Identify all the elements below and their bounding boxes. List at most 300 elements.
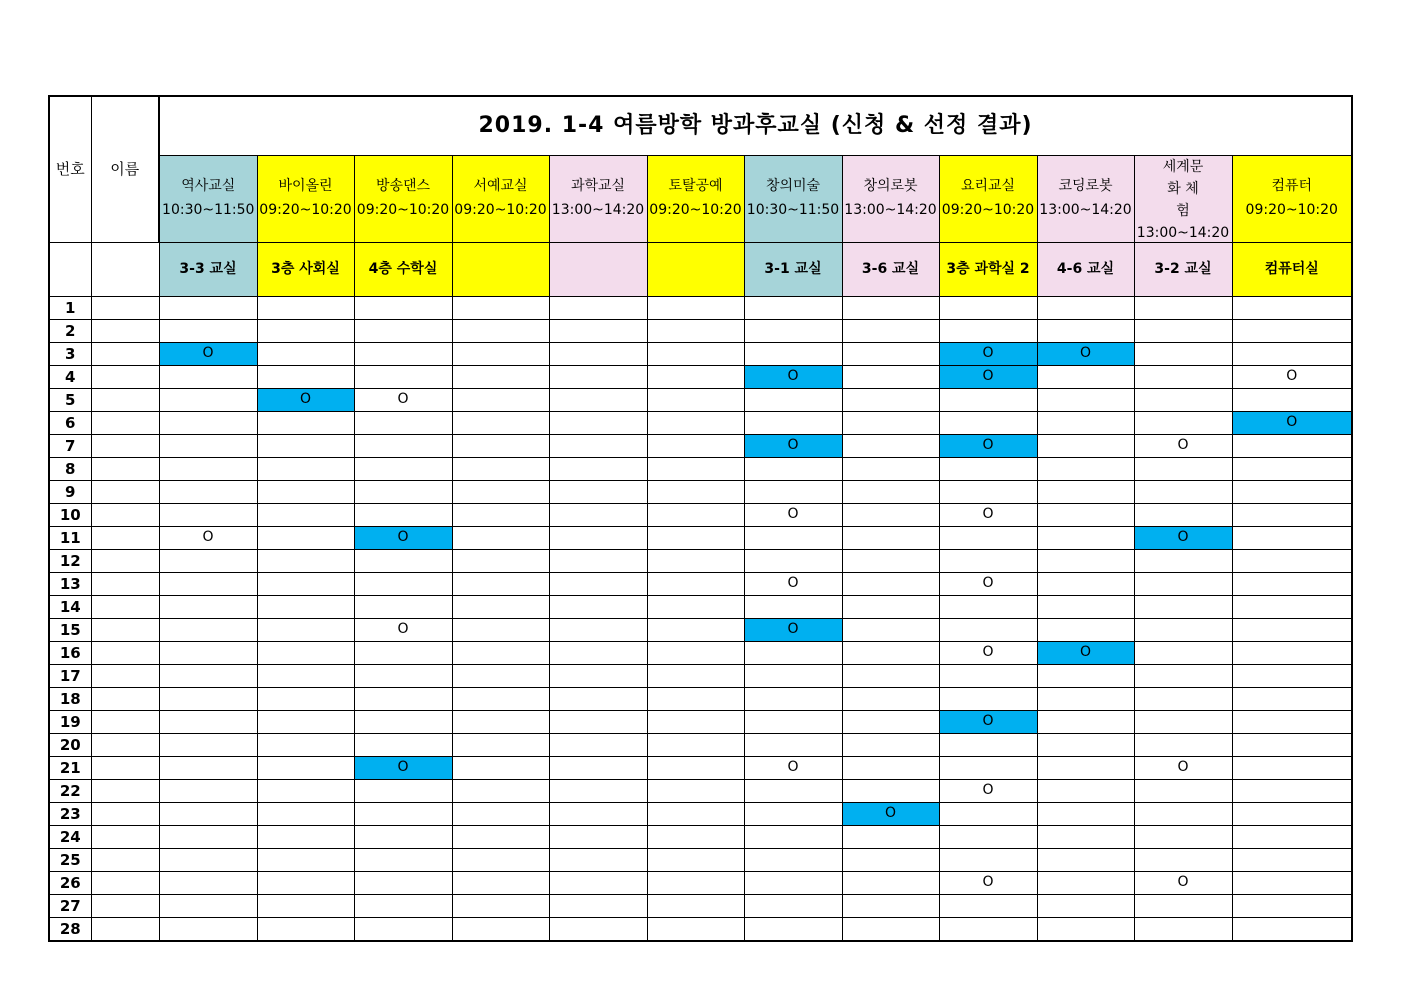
- empty-cell[interactable]: [1134, 389, 1232, 412]
- empty-cell[interactable]: [939, 918, 1037, 941]
- empty-cell[interactable]: [1232, 504, 1352, 527]
- empty-cell[interactable]: [1037, 872, 1134, 895]
- empty-cell[interactable]: [842, 366, 939, 389]
- empty-cell[interactable]: [354, 734, 452, 757]
- selected-cell[interactable]: [1037, 343, 1134, 366]
- empty-cell[interactable]: [1232, 688, 1352, 711]
- empty-cell[interactable]: [647, 481, 744, 504]
- empty-cell[interactable]: [1134, 297, 1232, 320]
- student-name-cell[interactable]: [91, 481, 159, 504]
- empty-cell[interactable]: [744, 734, 842, 757]
- empty-cell[interactable]: [257, 366, 354, 389]
- empty-cell[interactable]: [452, 619, 549, 642]
- student-name-cell[interactable]: [91, 435, 159, 458]
- empty-cell[interactable]: [1232, 389, 1352, 412]
- student-name-cell[interactable]: [91, 849, 159, 872]
- empty-cell[interactable]: [257, 665, 354, 688]
- empty-cell[interactable]: [452, 527, 549, 550]
- empty-cell[interactable]: [1037, 734, 1134, 757]
- empty-cell[interactable]: [842, 320, 939, 343]
- empty-cell[interactable]: [647, 895, 744, 918]
- empty-cell[interactable]: [744, 780, 842, 803]
- empty-cell[interactable]: [452, 343, 549, 366]
- empty-cell[interactable]: [744, 527, 842, 550]
- empty-cell[interactable]: [159, 734, 257, 757]
- empty-cell[interactable]: [159, 780, 257, 803]
- empty-cell[interactable]: [1232, 642, 1352, 665]
- empty-cell[interactable]: [842, 343, 939, 366]
- empty-cell[interactable]: [159, 757, 257, 780]
- selected-cell[interactable]: [354, 527, 452, 550]
- student-name-cell[interactable]: [91, 596, 159, 619]
- empty-cell[interactable]: [939, 826, 1037, 849]
- empty-cell[interactable]: [549, 389, 647, 412]
- empty-cell[interactable]: [1232, 711, 1352, 734]
- empty-cell[interactable]: [1134, 481, 1232, 504]
- empty-cell[interactable]: [1232, 297, 1352, 320]
- applied-cell[interactable]: [1134, 435, 1232, 458]
- empty-cell[interactable]: [549, 504, 647, 527]
- empty-cell[interactable]: [1232, 895, 1352, 918]
- empty-cell[interactable]: [549, 320, 647, 343]
- empty-cell[interactable]: [452, 780, 549, 803]
- empty-cell[interactable]: [939, 734, 1037, 757]
- empty-cell[interactable]: [159, 504, 257, 527]
- applied-cell[interactable]: [1134, 757, 1232, 780]
- empty-cell[interactable]: [647, 849, 744, 872]
- empty-cell[interactable]: [647, 734, 744, 757]
- empty-cell[interactable]: [1037, 619, 1134, 642]
- empty-cell[interactable]: [1232, 826, 1352, 849]
- empty-cell[interactable]: [842, 504, 939, 527]
- empty-cell[interactable]: [1037, 504, 1134, 527]
- empty-cell[interactable]: [744, 711, 842, 734]
- empty-cell[interactable]: [257, 688, 354, 711]
- empty-cell[interactable]: [647, 780, 744, 803]
- empty-cell[interactable]: [1037, 320, 1134, 343]
- empty-cell[interactable]: [744, 642, 842, 665]
- empty-cell[interactable]: [647, 527, 744, 550]
- student-name-cell[interactable]: [91, 688, 159, 711]
- empty-cell[interactable]: [452, 573, 549, 596]
- empty-cell[interactable]: [744, 389, 842, 412]
- empty-cell[interactable]: [452, 366, 549, 389]
- empty-cell[interactable]: [842, 481, 939, 504]
- student-name-cell[interactable]: [91, 918, 159, 941]
- empty-cell[interactable]: [159, 665, 257, 688]
- empty-cell[interactable]: [1134, 826, 1232, 849]
- empty-cell[interactable]: [842, 711, 939, 734]
- empty-cell[interactable]: [257, 412, 354, 435]
- empty-cell[interactable]: [452, 596, 549, 619]
- empty-cell[interactable]: [452, 895, 549, 918]
- student-name-cell[interactable]: [91, 619, 159, 642]
- empty-cell[interactable]: [549, 297, 647, 320]
- empty-cell[interactable]: [842, 435, 939, 458]
- empty-cell[interactable]: [452, 481, 549, 504]
- empty-cell[interactable]: [1232, 343, 1352, 366]
- empty-cell[interactable]: [647, 665, 744, 688]
- empty-cell[interactable]: [1037, 665, 1134, 688]
- empty-cell[interactable]: [939, 895, 1037, 918]
- empty-cell[interactable]: [744, 320, 842, 343]
- empty-cell[interactable]: [549, 481, 647, 504]
- empty-cell[interactable]: [1232, 550, 1352, 573]
- empty-cell[interactable]: [257, 458, 354, 481]
- empty-cell[interactable]: [452, 297, 549, 320]
- empty-cell[interactable]: [744, 849, 842, 872]
- empty-cell[interactable]: [744, 343, 842, 366]
- empty-cell[interactable]: [1232, 320, 1352, 343]
- empty-cell[interactable]: [452, 320, 549, 343]
- empty-cell[interactable]: [257, 527, 354, 550]
- selected-cell[interactable]: [744, 619, 842, 642]
- empty-cell[interactable]: [939, 849, 1037, 872]
- empty-cell[interactable]: [159, 435, 257, 458]
- empty-cell[interactable]: [159, 366, 257, 389]
- student-name-cell[interactable]: [91, 711, 159, 734]
- empty-cell[interactable]: [842, 895, 939, 918]
- empty-cell[interactable]: [1037, 412, 1134, 435]
- empty-cell[interactable]: [549, 688, 647, 711]
- empty-cell[interactable]: [744, 872, 842, 895]
- empty-cell[interactable]: [647, 504, 744, 527]
- empty-cell[interactable]: [647, 619, 744, 642]
- applied-cell[interactable]: [939, 780, 1037, 803]
- empty-cell[interactable]: [354, 780, 452, 803]
- empty-cell[interactable]: [744, 596, 842, 619]
- applied-cell[interactable]: [159, 527, 257, 550]
- selected-cell[interactable]: [744, 435, 842, 458]
- empty-cell[interactable]: [842, 458, 939, 481]
- selected-cell[interactable]: [939, 711, 1037, 734]
- empty-cell[interactable]: [842, 619, 939, 642]
- selected-cell[interactable]: [1232, 412, 1352, 435]
- selected-cell[interactable]: [744, 366, 842, 389]
- empty-cell[interactable]: [1037, 849, 1134, 872]
- empty-cell[interactable]: [939, 320, 1037, 343]
- empty-cell[interactable]: [159, 297, 257, 320]
- empty-cell[interactable]: [257, 320, 354, 343]
- empty-cell[interactable]: [842, 826, 939, 849]
- empty-cell[interactable]: [549, 435, 647, 458]
- student-name-cell[interactable]: [91, 826, 159, 849]
- empty-cell[interactable]: [452, 918, 549, 941]
- empty-cell[interactable]: [549, 343, 647, 366]
- empty-cell[interactable]: [159, 688, 257, 711]
- empty-cell[interactable]: [452, 665, 549, 688]
- empty-cell[interactable]: [354, 412, 452, 435]
- empty-cell[interactable]: [1134, 504, 1232, 527]
- empty-cell[interactable]: [842, 757, 939, 780]
- empty-cell[interactable]: [257, 734, 354, 757]
- empty-cell[interactable]: [257, 918, 354, 941]
- empty-cell[interactable]: [1232, 803, 1352, 826]
- empty-cell[interactable]: [159, 412, 257, 435]
- empty-cell[interactable]: [842, 872, 939, 895]
- applied-cell[interactable]: [939, 642, 1037, 665]
- empty-cell[interactable]: [1232, 458, 1352, 481]
- empty-cell[interactable]: [257, 619, 354, 642]
- empty-cell[interactable]: [549, 412, 647, 435]
- empty-cell[interactable]: [354, 849, 452, 872]
- empty-cell[interactable]: [1134, 458, 1232, 481]
- empty-cell[interactable]: [257, 297, 354, 320]
- empty-cell[interactable]: [549, 573, 647, 596]
- empty-cell[interactable]: [354, 435, 452, 458]
- empty-cell[interactable]: [842, 642, 939, 665]
- applied-cell[interactable]: [744, 757, 842, 780]
- empty-cell[interactable]: [257, 573, 354, 596]
- empty-cell[interactable]: [939, 596, 1037, 619]
- empty-cell[interactable]: [257, 343, 354, 366]
- empty-cell[interactable]: [1037, 458, 1134, 481]
- empty-cell[interactable]: [159, 803, 257, 826]
- empty-cell[interactable]: [549, 665, 647, 688]
- empty-cell[interactable]: [647, 458, 744, 481]
- empty-cell[interactable]: [1134, 803, 1232, 826]
- empty-cell[interactable]: [1037, 366, 1134, 389]
- empty-cell[interactable]: [939, 412, 1037, 435]
- empty-cell[interactable]: [159, 458, 257, 481]
- empty-cell[interactable]: [452, 734, 549, 757]
- empty-cell[interactable]: [159, 711, 257, 734]
- empty-cell[interactable]: [354, 366, 452, 389]
- empty-cell[interactable]: [647, 711, 744, 734]
- empty-cell[interactable]: [1134, 642, 1232, 665]
- empty-cell[interactable]: [257, 803, 354, 826]
- empty-cell[interactable]: [1232, 596, 1352, 619]
- applied-cell[interactable]: [939, 504, 1037, 527]
- empty-cell[interactable]: [1232, 481, 1352, 504]
- empty-cell[interactable]: [1037, 780, 1134, 803]
- empty-cell[interactable]: [354, 895, 452, 918]
- empty-cell[interactable]: [1037, 688, 1134, 711]
- student-name-cell[interactable]: [91, 412, 159, 435]
- empty-cell[interactable]: [1134, 320, 1232, 343]
- empty-cell[interactable]: [939, 665, 1037, 688]
- student-name-cell[interactable]: [91, 550, 159, 573]
- selected-cell[interactable]: [939, 343, 1037, 366]
- empty-cell[interactable]: [647, 297, 744, 320]
- empty-cell[interactable]: [549, 918, 647, 941]
- empty-cell[interactable]: [842, 389, 939, 412]
- empty-cell[interactable]: [939, 389, 1037, 412]
- empty-cell[interactable]: [939, 481, 1037, 504]
- empty-cell[interactable]: [647, 550, 744, 573]
- applied-cell[interactable]: [744, 573, 842, 596]
- empty-cell[interactable]: [1037, 757, 1134, 780]
- empty-cell[interactable]: [159, 872, 257, 895]
- empty-cell[interactable]: [354, 596, 452, 619]
- selected-cell[interactable]: [354, 757, 452, 780]
- empty-cell[interactable]: [744, 481, 842, 504]
- empty-cell[interactable]: [1232, 918, 1352, 941]
- empty-cell[interactable]: [1232, 734, 1352, 757]
- empty-cell[interactable]: [257, 596, 354, 619]
- applied-cell[interactable]: [354, 619, 452, 642]
- empty-cell[interactable]: [452, 389, 549, 412]
- empty-cell[interactable]: [549, 872, 647, 895]
- empty-cell[interactable]: [452, 826, 549, 849]
- empty-cell[interactable]: [1232, 435, 1352, 458]
- empty-cell[interactable]: [159, 481, 257, 504]
- empty-cell[interactable]: [354, 872, 452, 895]
- empty-cell[interactable]: [354, 458, 452, 481]
- empty-cell[interactable]: [647, 918, 744, 941]
- empty-cell[interactable]: [1037, 895, 1134, 918]
- empty-cell[interactable]: [257, 504, 354, 527]
- student-name-cell[interactable]: [91, 665, 159, 688]
- empty-cell[interactable]: [744, 688, 842, 711]
- empty-cell[interactable]: [257, 711, 354, 734]
- empty-cell[interactable]: [549, 780, 647, 803]
- empty-cell[interactable]: [1037, 918, 1134, 941]
- empty-cell[interactable]: [647, 343, 744, 366]
- empty-cell[interactable]: [452, 550, 549, 573]
- empty-cell[interactable]: [842, 596, 939, 619]
- empty-cell[interactable]: [549, 895, 647, 918]
- empty-cell[interactable]: [842, 780, 939, 803]
- empty-cell[interactable]: [354, 918, 452, 941]
- empty-cell[interactable]: [549, 734, 647, 757]
- empty-cell[interactable]: [647, 596, 744, 619]
- empty-cell[interactable]: [647, 872, 744, 895]
- empty-cell[interactable]: [939, 550, 1037, 573]
- empty-cell[interactable]: [647, 642, 744, 665]
- selected-cell[interactable]: [1134, 527, 1232, 550]
- empty-cell[interactable]: [159, 550, 257, 573]
- empty-cell[interactable]: [1232, 757, 1352, 780]
- empty-cell[interactable]: [549, 366, 647, 389]
- empty-cell[interactable]: [647, 389, 744, 412]
- empty-cell[interactable]: [452, 688, 549, 711]
- empty-cell[interactable]: [549, 527, 647, 550]
- student-name-cell[interactable]: [91, 389, 159, 412]
- empty-cell[interactable]: [647, 366, 744, 389]
- empty-cell[interactable]: [257, 872, 354, 895]
- empty-cell[interactable]: [452, 435, 549, 458]
- empty-cell[interactable]: [744, 803, 842, 826]
- empty-cell[interactable]: [1232, 849, 1352, 872]
- empty-cell[interactable]: [549, 711, 647, 734]
- empty-cell[interactable]: [1134, 573, 1232, 596]
- empty-cell[interactable]: [257, 826, 354, 849]
- empty-cell[interactable]: [1134, 780, 1232, 803]
- empty-cell[interactable]: [354, 573, 452, 596]
- empty-cell[interactable]: [842, 734, 939, 757]
- empty-cell[interactable]: [842, 297, 939, 320]
- student-name-cell[interactable]: [91, 757, 159, 780]
- empty-cell[interactable]: [549, 458, 647, 481]
- empty-cell[interactable]: [1134, 918, 1232, 941]
- empty-cell[interactable]: [842, 550, 939, 573]
- empty-cell[interactable]: [549, 550, 647, 573]
- empty-cell[interactable]: [647, 412, 744, 435]
- empty-cell[interactable]: [1232, 665, 1352, 688]
- empty-cell[interactable]: [257, 481, 354, 504]
- selected-cell[interactable]: [1037, 642, 1134, 665]
- student-name-cell[interactable]: [91, 895, 159, 918]
- student-name-cell[interactable]: [91, 504, 159, 527]
- selected-cell[interactable]: [159, 343, 257, 366]
- empty-cell[interactable]: [1232, 872, 1352, 895]
- empty-cell[interactable]: [354, 297, 452, 320]
- empty-cell[interactable]: [744, 665, 842, 688]
- empty-cell[interactable]: [257, 849, 354, 872]
- empty-cell[interactable]: [354, 550, 452, 573]
- student-name-cell[interactable]: [91, 343, 159, 366]
- empty-cell[interactable]: [1134, 895, 1232, 918]
- empty-cell[interactable]: [549, 757, 647, 780]
- empty-cell[interactable]: [1037, 803, 1134, 826]
- empty-cell[interactable]: [744, 412, 842, 435]
- empty-cell[interactable]: [1037, 711, 1134, 734]
- student-name-cell[interactable]: [91, 573, 159, 596]
- empty-cell[interactable]: [1037, 826, 1134, 849]
- empty-cell[interactable]: [354, 711, 452, 734]
- applied-cell[interactable]: [1134, 872, 1232, 895]
- empty-cell[interactable]: [452, 504, 549, 527]
- student-name-cell[interactable]: [91, 527, 159, 550]
- empty-cell[interactable]: [257, 757, 354, 780]
- empty-cell[interactable]: [354, 688, 452, 711]
- empty-cell[interactable]: [744, 297, 842, 320]
- empty-cell[interactable]: [744, 458, 842, 481]
- empty-cell[interactable]: [842, 412, 939, 435]
- empty-cell[interactable]: [354, 642, 452, 665]
- empty-cell[interactable]: [1037, 573, 1134, 596]
- empty-cell[interactable]: [549, 826, 647, 849]
- selected-cell[interactable]: [257, 389, 354, 412]
- empty-cell[interactable]: [939, 757, 1037, 780]
- empty-cell[interactable]: [1134, 550, 1232, 573]
- empty-cell[interactable]: [549, 803, 647, 826]
- student-name-cell[interactable]: [91, 780, 159, 803]
- empty-cell[interactable]: [452, 849, 549, 872]
- empty-cell[interactable]: [1037, 596, 1134, 619]
- empty-cell[interactable]: [354, 665, 452, 688]
- applied-cell[interactable]: [354, 389, 452, 412]
- empty-cell[interactable]: [842, 573, 939, 596]
- empty-cell[interactable]: [939, 688, 1037, 711]
- empty-cell[interactable]: [647, 826, 744, 849]
- empty-cell[interactable]: [452, 642, 549, 665]
- empty-cell[interactable]: [354, 343, 452, 366]
- empty-cell[interactable]: [1037, 435, 1134, 458]
- empty-cell[interactable]: [744, 550, 842, 573]
- empty-cell[interactable]: [1134, 412, 1232, 435]
- empty-cell[interactable]: [647, 320, 744, 343]
- empty-cell[interactable]: [1134, 619, 1232, 642]
- empty-cell[interactable]: [159, 389, 257, 412]
- empty-cell[interactable]: [549, 642, 647, 665]
- applied-cell[interactable]: [1232, 366, 1352, 389]
- empty-cell[interactable]: [1134, 665, 1232, 688]
- empty-cell[interactable]: [159, 642, 257, 665]
- empty-cell[interactable]: [1037, 481, 1134, 504]
- empty-cell[interactable]: [1232, 527, 1352, 550]
- empty-cell[interactable]: [354, 803, 452, 826]
- empty-cell[interactable]: [257, 895, 354, 918]
- selected-cell[interactable]: [939, 435, 1037, 458]
- empty-cell[interactable]: [939, 803, 1037, 826]
- student-name-cell[interactable]: [91, 458, 159, 481]
- empty-cell[interactable]: [452, 412, 549, 435]
- empty-cell[interactable]: [1134, 734, 1232, 757]
- empty-cell[interactable]: [939, 619, 1037, 642]
- empty-cell[interactable]: [647, 688, 744, 711]
